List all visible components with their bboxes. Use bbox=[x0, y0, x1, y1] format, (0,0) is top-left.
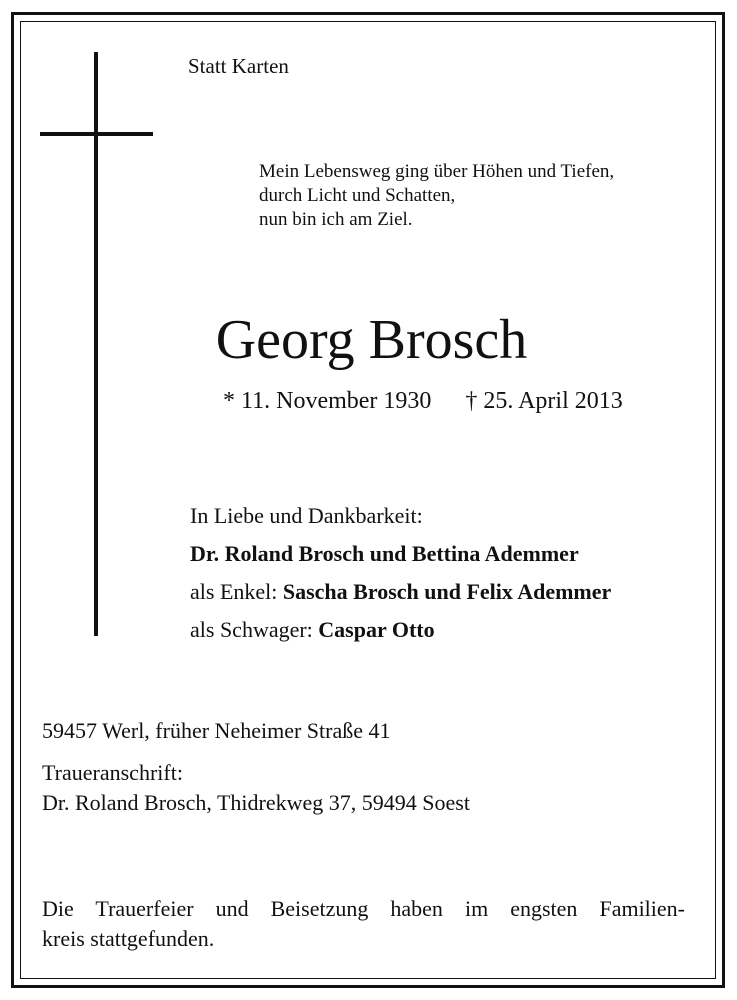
mourning-contact bbox=[42, 758, 470, 818]
heading-statt-karten: Statt Karten bbox=[188, 54, 289, 78]
mourner-children: Dr. Roland Brosch und Bettina Ademmer bbox=[190, 541, 579, 566]
deceased-name: Georg Brosch bbox=[215, 309, 528, 371]
grandchildren-names: Sascha Brosch und Felix Ademmer bbox=[282, 579, 612, 604]
birth-date: * 11. November 1930 bbox=[223, 388, 432, 414]
verse-line: nun bin ich am Ziel. bbox=[259, 209, 413, 230]
contact-address: Dr. Roland Brosch, Thidrekweg 37, 59494 Soest bbox=[42, 790, 470, 815]
mourners-intro: In Liebe und Dankbarkeit: bbox=[190, 503, 423, 528]
death-date: † 25. April 2013 bbox=[465, 388, 623, 414]
closing-line: Die Trauerfeier und Beisetzung haben im engsten Familien- bbox=[42, 896, 685, 921]
verse-line: Mein Lebensweg ging über Höhen und Tiefen, bbox=[259, 161, 615, 182]
residence-address: 59457 Werl, früher Neheimer Straße 41 bbox=[42, 718, 391, 743]
contact-label: Traueranschrift: bbox=[42, 760, 183, 785]
closing-note bbox=[42, 894, 685, 954]
closing-line: kreis stattgefunden. bbox=[42, 926, 215, 951]
verse-line: durch Licht und Schatten, bbox=[259, 185, 456, 206]
life-dates bbox=[223, 388, 623, 415]
mourners bbox=[190, 497, 611, 649]
cross-icon-horizontal bbox=[40, 132, 153, 136]
brother-in-law-prefix: als Schwager: bbox=[190, 617, 313, 642]
grandchildren-prefix: als Enkel: bbox=[190, 579, 278, 604]
verse bbox=[259, 160, 614, 232]
brother-in-law-name: Caspar Otto bbox=[318, 617, 435, 642]
